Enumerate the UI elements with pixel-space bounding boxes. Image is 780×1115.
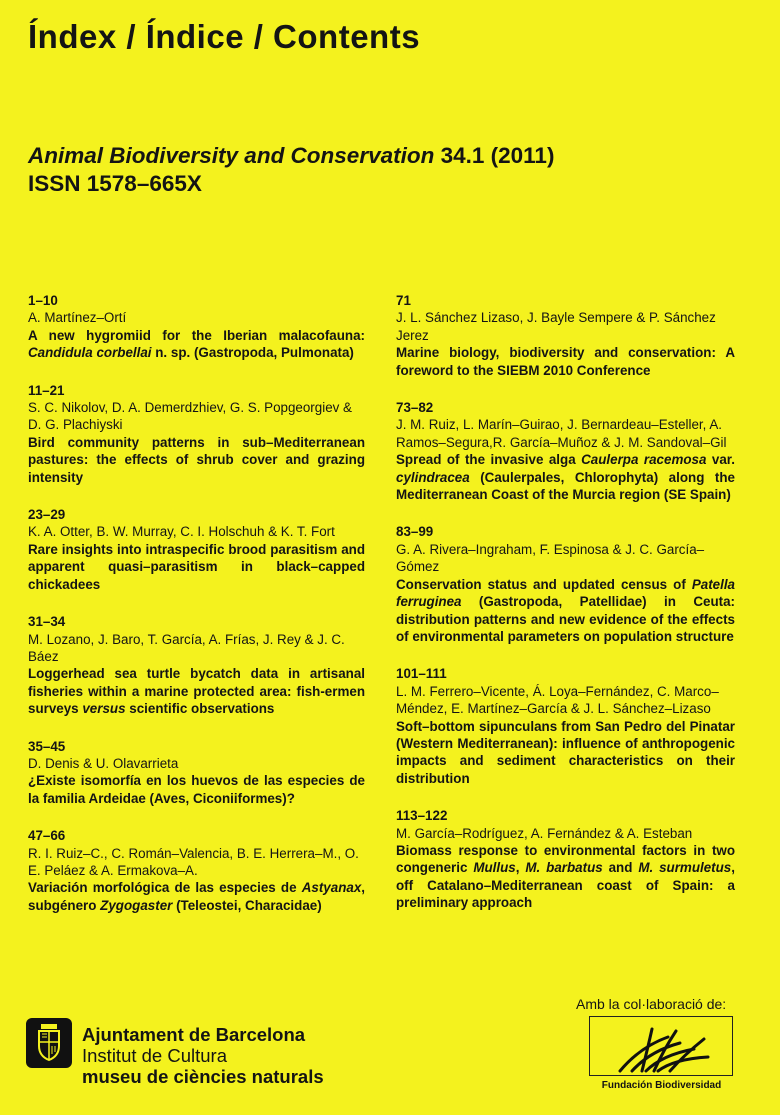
entry-title-segment: , subgénero bbox=[28, 880, 365, 913]
entry-authors: G. A. Rivera–Ingraham, F. Espinosa & J. C. García–Gómez bbox=[396, 541, 705, 575]
entry-title bbox=[396, 842, 735, 912]
entry-title-segment: Conservation status and updated census of bbox=[396, 576, 692, 592]
entry-title-segment: scientific observations bbox=[125, 701, 275, 717]
bcn-line-3: museu de ciències naturals bbox=[82, 1066, 324, 1087]
entry-title bbox=[28, 879, 365, 914]
contents-column-right bbox=[396, 292, 735, 932]
entry-title-segment: ¿Existe isomorfía en los huevos de las especies de la familia Ardeidae (Aves, Ciconiiformes)? bbox=[28, 773, 365, 806]
bcn-line-1: Ajuntament de Barcelona bbox=[82, 1024, 306, 1045]
entry-title bbox=[28, 541, 365, 593]
toc-entry bbox=[396, 292, 735, 379]
entry-pages: 35–45 bbox=[28, 738, 66, 754]
toc-entry bbox=[28, 382, 365, 486]
entry-authors: D. Denis & U. Olavarrieta bbox=[28, 755, 179, 771]
entry-title-segment: Patella ferruginea bbox=[396, 576, 735, 610]
toc-entry bbox=[28, 506, 365, 593]
toc-entry bbox=[396, 665, 735, 787]
contents-column-left bbox=[28, 292, 365, 934]
entry-authors: J. L. Sánchez Lizaso, J. Bayle Sempere & P. Sánchez Jerez bbox=[396, 310, 716, 343]
entry-title-segment: cylindracea bbox=[396, 469, 470, 485]
entry-title-segment: Rare insights into intraspecific brood parasitism and apparent quasi–parasitism in black–capped chickadees bbox=[28, 541, 365, 592]
entry-pages: 47–66 bbox=[28, 828, 66, 844]
entry-title-segment: M. barbatus bbox=[525, 860, 603, 876]
toc-entry bbox=[396, 807, 735, 911]
entry-title-segment: Biomass response to environmental factors in two congeneric bbox=[396, 842, 735, 876]
entry-authors: A. Martínez–Ortí bbox=[28, 310, 127, 326]
entry-title bbox=[396, 718, 735, 788]
entry-authors: M. García–Rodríguez, A. Fernández & A. Esteban bbox=[396, 825, 693, 841]
entry-authors: R. I. Ruiz–C., C. Román–Valencia, B. E. Herrera–M., O. E. Peláez & A. Ermakova–A. bbox=[28, 845, 359, 878]
entry-title-segment: Candidula corbellai bbox=[28, 345, 152, 361]
entry-title-segment: Caulerpa racemosa bbox=[581, 452, 707, 468]
entry-authors: J. M. Ruiz, L. Marín–Guirao, J. Bernardeau–Esteller, A. Ramos–Segura,R. García–Muñoz & J. M. Sandoval–Gil bbox=[396, 417, 727, 450]
fundacion-logo-box bbox=[589, 1016, 733, 1076]
entry-title-segment: Loggerhead sea turtle bycatch data in artisanal fisheries within a marine protected area: fish-ermen surveys bbox=[28, 666, 365, 717]
entry-authors: L. M. Ferrero–Vicente, Á. Loya–Fernández, C. Marco–Méndez, E. Martínez–García & J. L. Sánchez–Lizaso bbox=[396, 683, 719, 717]
entry-title-segment: versus bbox=[82, 701, 126, 717]
entry-title-segment: M. surmuletus bbox=[638, 860, 732, 876]
entry-title-segment: Soft–bottom sipunculans from San Pedro del Pinatar (Western Mediterranean): influence of anthropogenic impacts and sediment characteristics on their distribution bbox=[396, 718, 735, 786]
grass-reeds-icon bbox=[590, 1017, 732, 1075]
entry-title-segment: Bird community patterns in sub–Mediterranean pastures: the effects of shrub cover and grazing intensity bbox=[28, 434, 365, 485]
entry-title bbox=[28, 665, 365, 717]
journal-issue: 34.1 (2011) bbox=[434, 143, 555, 168]
entry-title-segment: var. bbox=[706, 452, 735, 468]
journal-issn: ISSN 1578–665X bbox=[28, 171, 202, 196]
page-title: Índex / Índice / Contents bbox=[28, 18, 421, 55]
entry-authors: S. C. Nikolov, D. A. Demerdzhiev, G. S. Popgeorgiev & D. G. Plachiyski bbox=[28, 400, 352, 433]
entry-title-segment: Mullus bbox=[473, 860, 516, 876]
entry-title bbox=[396, 451, 735, 503]
entry-pages: 31–34 bbox=[28, 614, 66, 630]
entry-title-segment: (Gastropoda, Patellidae) in Ceuta: distribution patterns and new evidence of the effects of environmental parameters on population structure bbox=[396, 594, 735, 644]
entry-pages: 83–99 bbox=[396, 524, 434, 540]
entry-pages: 71 bbox=[396, 293, 411, 308]
barcelona-shield-icon bbox=[26, 1018, 72, 1068]
fundacion-name: Fundación Biodiversidad bbox=[601, 1080, 722, 1091]
entry-title bbox=[28, 772, 365, 807]
toc-entry bbox=[28, 613, 365, 717]
toc-entry bbox=[396, 399, 735, 503]
entry-pages: 1–10 bbox=[28, 293, 58, 308]
entry-title-segment: n. sp. (Gastropoda, Pulmonata) bbox=[151, 345, 354, 361]
entry-title-segment: and bbox=[602, 860, 639, 876]
toc-entry bbox=[396, 523, 735, 645]
entry-title-segment: Zygogaster bbox=[100, 897, 173, 913]
journal-heading bbox=[28, 142, 554, 198]
entry-pages: 113–122 bbox=[396, 808, 448, 824]
entry-title-segment: Marine biology, biodiversity and conservation: A foreword to the SIEBM 2010 Conference bbox=[396, 345, 735, 378]
entry-title-segment: Astyanax bbox=[301, 880, 362, 896]
entry-title-segment: (Teleostei, Characidae) bbox=[172, 897, 322, 913]
journal-name: Animal Biodiversity and Conservation bbox=[28, 143, 435, 168]
entry-title-segment: Spread of the invasive alga bbox=[396, 452, 582, 468]
collaboration-label: Amb la col·laboració de: bbox=[576, 996, 727, 1012]
entry-title-segment: A new hygromiid for the Iberian malacofauna: bbox=[28, 327, 365, 343]
entry-title bbox=[28, 434, 365, 486]
entry-pages: 11–21 bbox=[28, 382, 65, 398]
entry-title-segment: (Caulerpales, Chlorophyta) along the Mediterranean Coast of the Murcia region (SE Spain) bbox=[396, 469, 735, 503]
barcelona-institution bbox=[82, 1024, 324, 1087]
toc-entry bbox=[28, 292, 365, 362]
entry-title bbox=[28, 327, 365, 362]
entry-title bbox=[396, 576, 735, 646]
entry-pages: 23–29 bbox=[28, 507, 66, 523]
toc-entry bbox=[28, 738, 365, 808]
entry-authors: K. A. Otter, B. W. Murray, C. I. Holschuh & K. T. Fort bbox=[28, 524, 335, 540]
entry-title-segment: , off Catalano–Mediterranean coast of Spain: a preliminary approach bbox=[396, 860, 735, 911]
entry-pages: 73–82 bbox=[396, 400, 434, 416]
entry-title-segment: , bbox=[515, 860, 526, 876]
entry-pages: 101–111 bbox=[396, 666, 447, 682]
entry-title bbox=[396, 344, 735, 379]
toc-entry bbox=[28, 827, 365, 914]
bcn-line-2: Institut de Cultura bbox=[82, 1045, 227, 1066]
entry-title-segment: Variación morfológica de las especies de bbox=[28, 880, 302, 896]
entry-authors: M. Lozano, J. Baro, T. García, A. Frías, J. Rey & J. C. Báez bbox=[28, 631, 345, 664]
